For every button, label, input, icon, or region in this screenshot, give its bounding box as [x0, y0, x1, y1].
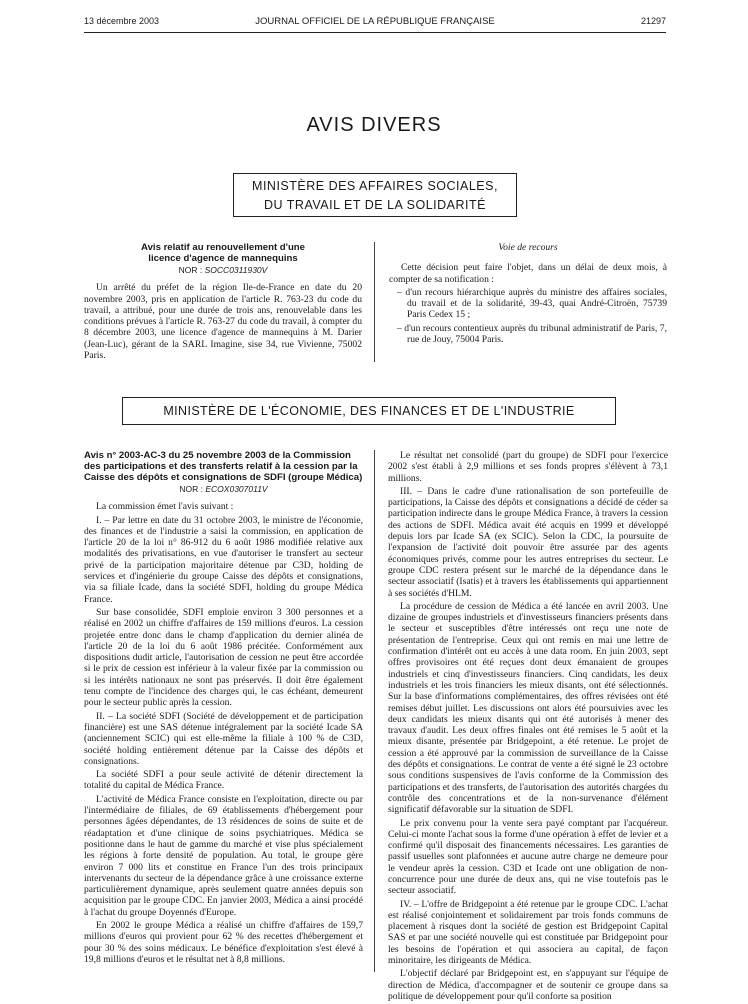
paragraph: L'objectif déclaré par Bridgepoint est, en s'appuyant sur l'équipe de direction de Médica, d'accompagner et de soutenir ce groupe dans sa politique de développement pour qu'il conforte sa position: [388, 968, 668, 1002]
nor-label: NOR :: [178, 265, 205, 275]
recours-heading: Voie de recours: [498, 242, 558, 253]
page-number: 21297: [640, 16, 666, 26]
paragraph: La procédure de cession de Médica a été lancée en avril 2003. Une dizaine de groupes industriels et d'investisseurs financiers présents dans le secteur et susceptibles d'être intéressés ont reçu une note de présentation de l'entreprise. Ceux qui ont remis en mai une lettre de confirmation d'intérêt ont eu accès à une data room. En juin 2003, sept offres provisoires ont été reçues dont deux émanaient de groupes industriels et cinq d'investisseurs financiers. Cinq candidats, les deux industriels et les trois financiers les mieux disants, ont été sélectionnés. Sur la base d'informations complémentaires, des offres révisées ont été remises début juillet. Les discussions ont alors été poursuivies avec les deux candidats les mieux disants qui ont été autorisés à mener des travaux d'audit. Les deux offres finales ont été remises le 5 août et la mieux disante, présentée par Bridgepoint, a été retenue. Le projet de cession a été approuvé par la commission de surveillance de la Caisse des dépôts et consignations. Le contrat de vente a été signé le 23 octobre sous conditions suspensives de l'avis conforme de la Commission des participations et des transferts, de l'autorisation des autorités chargées du contrôle des concentrations et de la non-survenance d'élément significatif défavorable sur la situation de SDFI.: [388, 600, 668, 816]
nor-code: SOCC0311930V: [204, 265, 268, 275]
section-title: AVIS DIVERS: [306, 114, 442, 136]
recours-item: – d'un recours hiérarchique auprès du ministre des affaires sociales, du travail et de la solidarité, 39-43, quai André-Citroën, 75739 Paris Cedex 15 ;: [397, 286, 667, 321]
column-divider-2: [374, 450, 375, 972]
ministry-box-social: [233, 173, 517, 217]
avis-licence-body: Un arrêté du préfet de la région Ile-de-France en date du 20 novembre 2003, pris en application de l'article R. 763-23 du code du travail, a attribué, pour une durée de trois ans, renouvelable dans les conditions prévues à l'article R. 763-27 du code du travail, à compter du 8 décembre 2003, une licence d'agence de mannequins à M. Darier (Jean-Luc), gérant de la SARL Imagine, sise 34, rue Vivienne, 75002 Paris.: [84, 282, 362, 362]
header-rule: [84, 32, 666, 33]
nor-label: NOR :: [179, 484, 206, 494]
paragraph: I. – Par lettre en date du 31 octobre 2003, le ministre de l'économie, des finances et de l'industrie a saisi la commission, en application de l'article 20 de la loi n° 86-912 du 6 août 1986 modifiée relative aux modalités des privatisations, en vue d'autoriser le transfert au secteur privé de la participation majoritaire détenue par C3D, holding de services et d'ingénierie du groupe Caisse des dépôts et consignations, via sa filiale Icade, dans la société SDFI, holding du groupe Médica France.: [84, 514, 363, 605]
avis-cession-title: Avis n° 2003-AC-3 du 25 novembre 2003 de la Commission des participations et des transferts relatif à la cession par la Caisse des dépôts et consignations de SDFI (groupe Médica): [84, 450, 363, 483]
paragraph: L'activité de Médica France consiste en l'exploitation, directe ou par l'intermédiaire de filiales, de 69 établissements d'hébergement pour personnes âgées dépendantes, de 13 résidences de soins de suite et de réadaptation et d'une clinique de soins psychiatriques. Médica se positionne dans le haut de gamme du marché et vise plus spécialement les régions à forte densité de population. Au total, le groupe gère environ 7 000 lits et constitue en France l'un des trois principaux intervenants du secteur de la dépendance grâce à une croissance externe particulièrement dynamique, après seulement quatre années depuis son acquisition par le groupe CDC. En janvier 2003, Médica a ainsi procédé à l'achat du groupe Doyennés d'Europe.: [84, 793, 363, 918]
nor-code: ECOX0307011V: [205, 484, 268, 494]
column-divider-1: [374, 242, 375, 362]
header-date: 13 décembre 2003: [84, 16, 160, 26]
avis-licence-nor: [84, 265, 362, 276]
ministry-line-1: MINISTÈRE DES AFFAIRES SOCIALES,: [252, 179, 498, 193]
paragraph: En 2002 le groupe Médica a réalisé un chiffre d'affaires de 159,7 millions d'euros qui provient pour 62 % des recettes d'hébergement et pour 30 % des soins médicaux. Le bénéfice d'exploitation s'est élevé à 19,8 millions d'euros et le résultat net à 8,8 millions.: [84, 919, 363, 965]
ministry-economie-label: MINISTÈRE DE L'ÉCONOMIE, DES FINANCES ET DE L'INDUSTRIE: [163, 404, 575, 418]
recours-item: – d'un recours contentieux auprès du tribunal administratif de Paris, 7, rue de Jouy, 75004 Paris.: [397, 322, 667, 346]
page-header: [84, 16, 666, 30]
avis-cession-right: [388, 450, 668, 1004]
avis-licence: [84, 242, 362, 363]
voie-de-recours: [389, 242, 667, 347]
paragraph: III. – Dans le cadre d'une rationalisation de son portefeuille de participations, la Caisse des dépôts et consignations a décidé de céder sa participation indirecte dans le groupe Médica France, à travers la cession des actions de SDFI. Médica avait été acquis en 1999 et développé depuis lors par Icade SA (ex SCIC). Selon la CDC, la poursuite de l'expansion de l'activité doit pouvoir être assurée par des agents économiques privés, comme pour les autres entreprises du secteur. Le groupe CDC restera présent sur le marché de la dépendance dans le secteur associatif (Isatis) et à travers les établissements qui appartiennent à ses sociétés d'HLM.: [388, 485, 668, 599]
avis-licence-title: Avis relatif au renouvellement d'une licence d'agence de mannequins: [141, 242, 305, 264]
paragraph: Le résultat net consolidé (part du groupe) de SDFI pour l'exercice 2002 s'est établi à 2,9 millions et ses fonds propres s'élèvent à 73,1 millions.: [388, 450, 668, 484]
avis-cession-left: [84, 450, 363, 967]
journal-title: JOURNAL OFFICIEL DE LA RÉPUBLIQUE FRANÇAISE: [255, 16, 495, 27]
paragraph: II. – La société SDFI (Société de développement et de participation financière) est une SAS détenue intégralement par la société Icade SA (anciennement SCIC) qui est elle-même la filiale à 100 % de C3D, société holding entièrement détenue par la Caisse des dépôts et consignations.: [84, 710, 363, 767]
recours-list: [389, 287, 667, 345]
paragraph: Le prix convenu pour la vente sera payé comptant par l'acquéreur. Celui-ci monte l'achat sous la forme d'une opération à effet de levier et a confirmé qu'il disposait des financements nécessaires. Les garanties de passif usuelles sont plafonnées et aucune autre charge ne demeure pour le vendeur après la cession. C3D et Icade ont une obligation de non-concurrence pour une durée de deux ans, qui ne vise toutefois pas le secteur associatif.: [388, 817, 668, 897]
paragraph: La commission émet l'avis suivant :: [96, 501, 234, 513]
paragraph: IV. – L'offre de Bridgepoint a été retenue par le groupe CDC. L'achat est réalisé conjointement et solidairement par trois fonds communs de placement à risques dont la société de gestion est Bridgepoint Capital SAS et par une société nouvelle qui est constituée par Bridgepoint pour les besoins de l'opération et qui associera au capital, de façon minoritaire, les dirigeants de Médica.: [388, 898, 668, 967]
paragraph: Sur base consolidée, SDFI emploie environ 3 300 personnes et a réalisé en 2002 un chiffre d'affaires de 159 millions d'euros. La cession projetée entre donc dans le champ d'application du dernier alinéa de l'article 20 de la loi du 6 août 1986 précitée. Conformément aux dispositions dudit article, l'autorisation de cession ne peut être accordée si le prix de cession est inférieur à la valeur fixée par la commission ou si les intérêts nationaux ne sont pas préservés. Il doit être également tenu compte de l'incidence des charges qui, le cas échéant, demeurent pour le secteur public après la cession.: [84, 606, 363, 709]
ministry-box-economie: [122, 397, 616, 425]
avis-cession-nor: [84, 484, 363, 495]
paragraph: La société SDFI a pour seule activité de détenir directement la totalité du capital de Médica France.: [84, 769, 363, 792]
ministry-line-2: DU TRAVAIL ET DE LA SOLIDARITÉ: [263, 198, 486, 212]
recours-intro: Cette décision peut faire l'objet, dans un délai de deux mois, à compter de sa notification :: [389, 262, 667, 285]
